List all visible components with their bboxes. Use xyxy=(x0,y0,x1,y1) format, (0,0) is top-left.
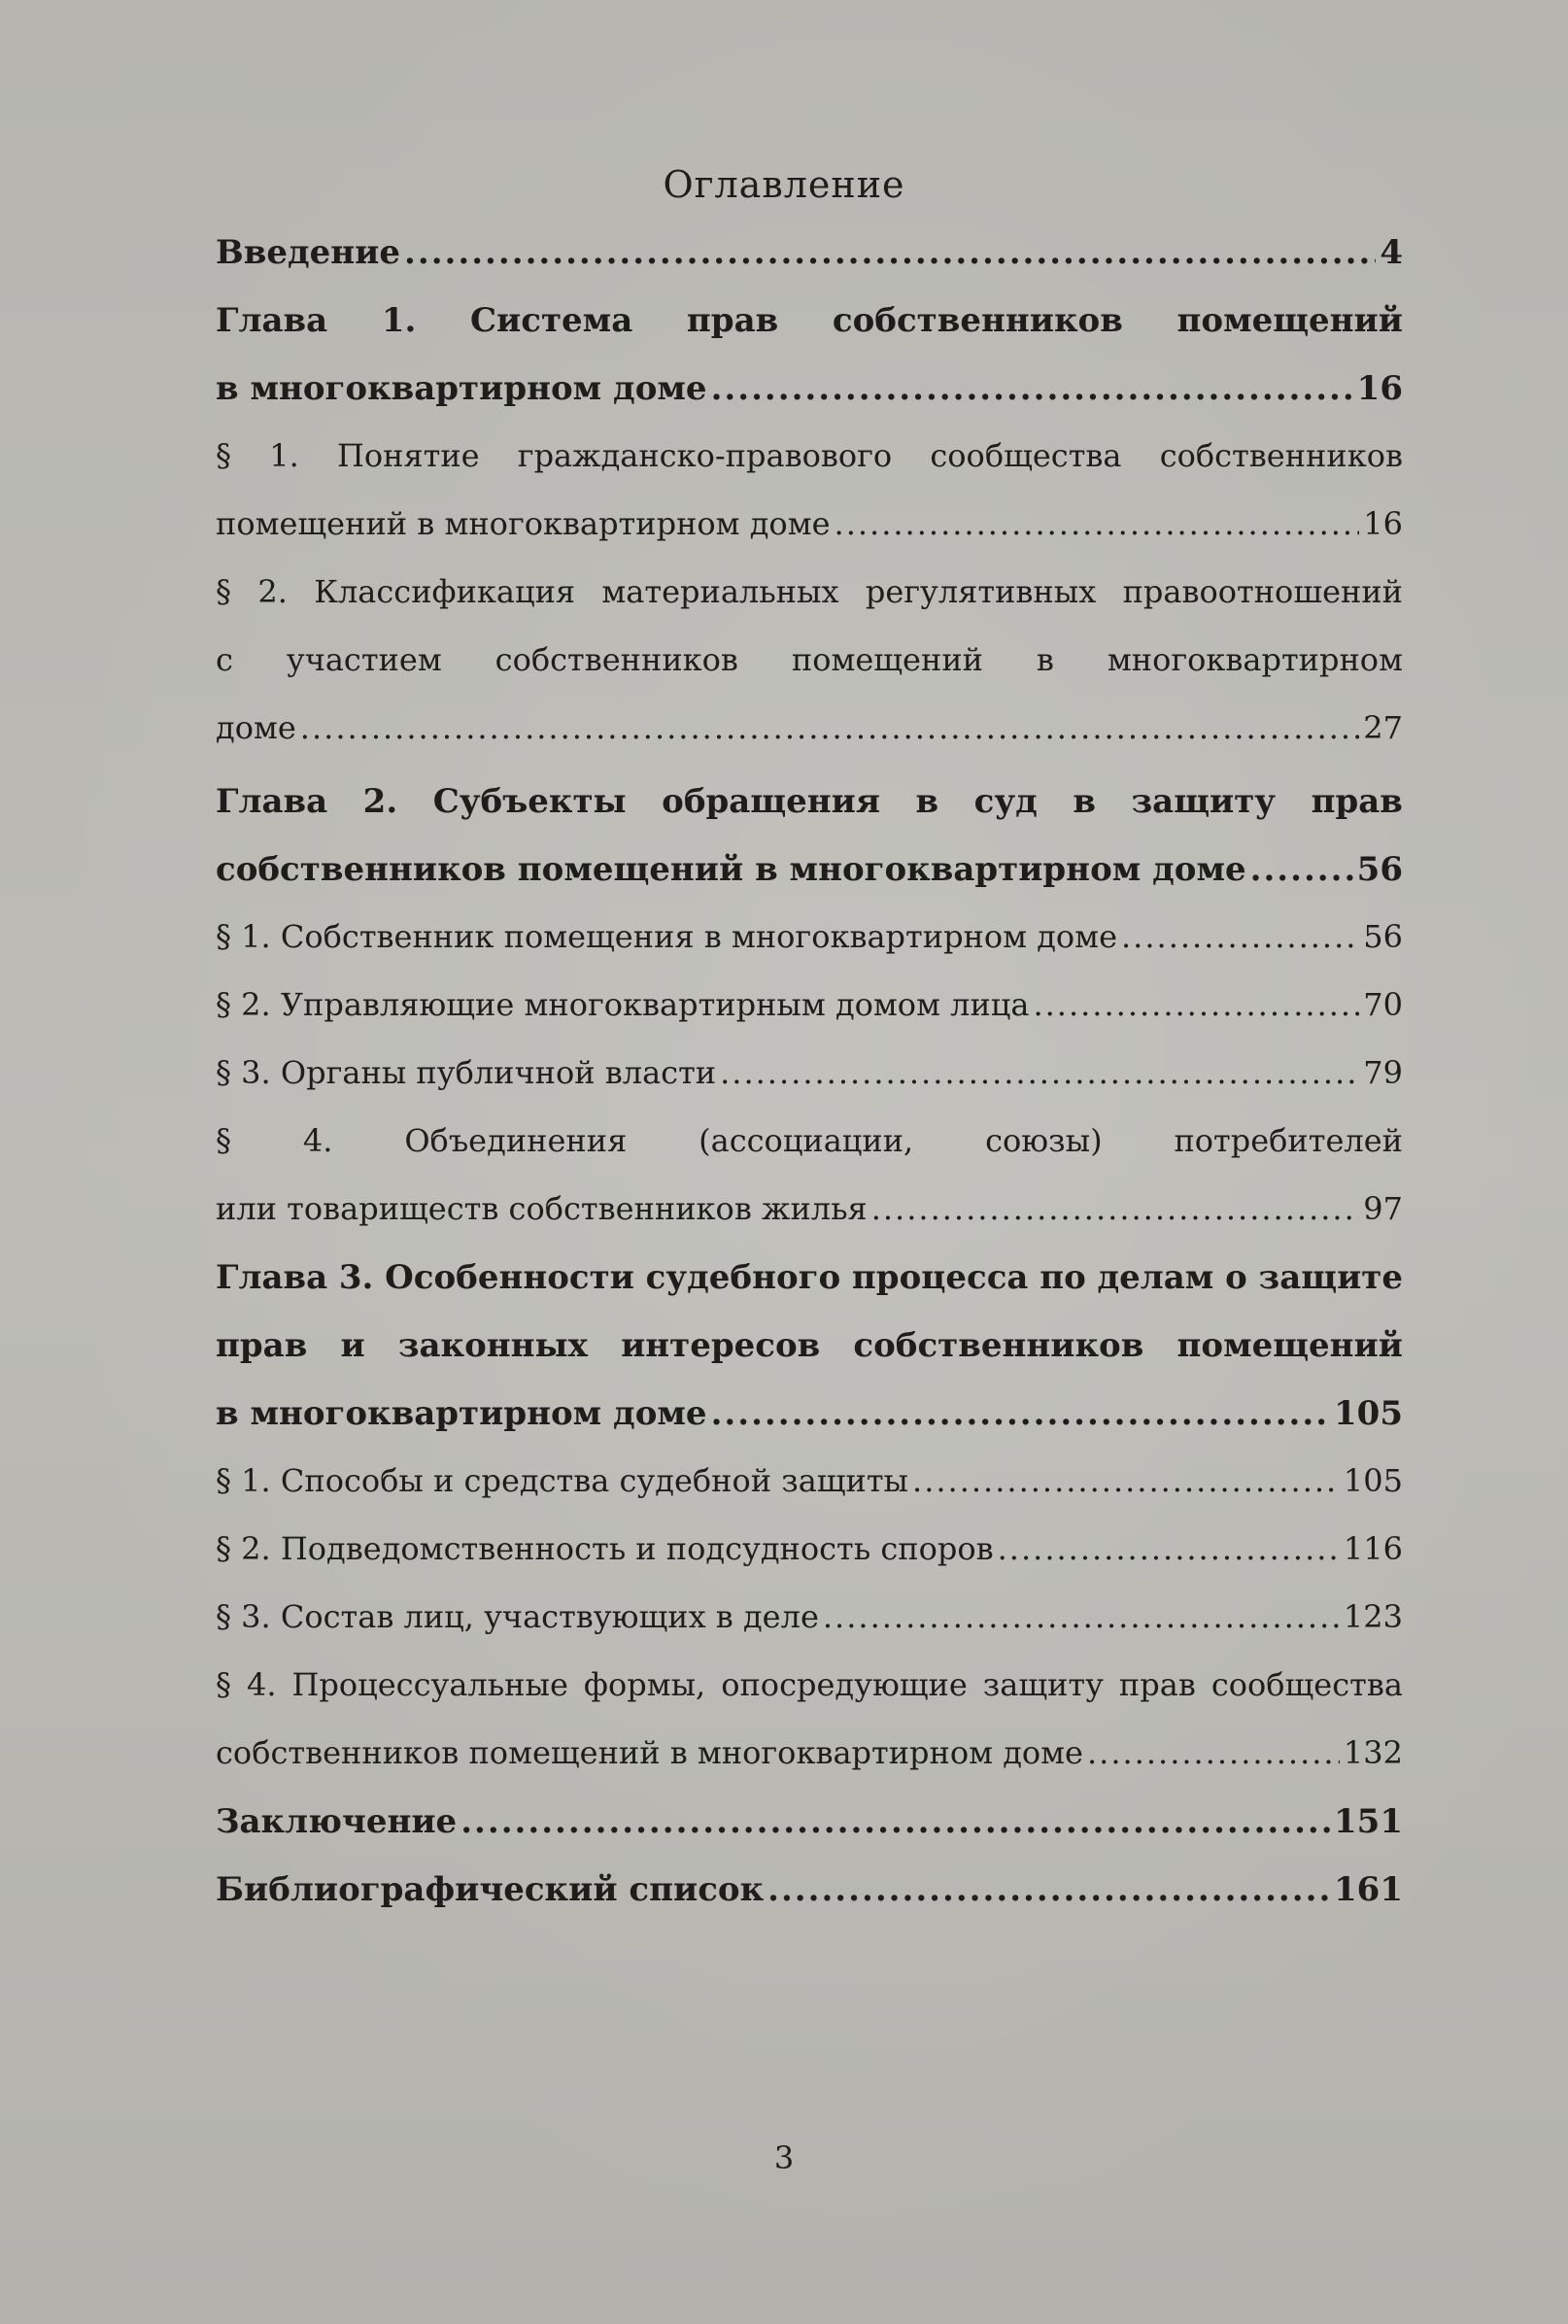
toc-entry-line xyxy=(216,1326,1403,1365)
page-number: 3 xyxy=(773,2139,795,2176)
toc-page-number: 56 xyxy=(1356,850,1403,889)
toc-entry-line xyxy=(216,1870,1403,1909)
toc-entry-text: помещений в многоквартирном доме xyxy=(216,505,831,542)
toc-word: в xyxy=(1036,641,1054,678)
toc-word: регулятивных xyxy=(865,573,1097,610)
toc-word: собственников xyxy=(832,301,1123,340)
toc-page-number: 27 xyxy=(1363,709,1403,746)
toc-entry-text: § 2. Подведомственность и подсудность споров xyxy=(216,1530,994,1567)
toc-entry-text: § 1. Способы и средства судебной защиты xyxy=(216,1462,909,1499)
toc-page-number: 105 xyxy=(1334,1394,1403,1433)
toc-title: Оглавление xyxy=(663,163,905,206)
toc-word: Понятие xyxy=(336,437,480,474)
toc-word: делам xyxy=(1097,1258,1214,1297)
toc-entry-line xyxy=(216,709,1403,746)
toc-word: Объединения xyxy=(404,1122,628,1159)
dot-leader xyxy=(835,505,1360,542)
toc-entry-text: § 1. Собственник помещения в многоквартирном доме xyxy=(216,918,1117,955)
toc-word: Особенности xyxy=(385,1258,634,1297)
toc-entry-line xyxy=(216,301,1403,340)
toc-entry-line xyxy=(216,1802,1403,1841)
toc-word: интересов xyxy=(621,1326,821,1365)
toc-page-number: 16 xyxy=(1356,369,1403,408)
toc-entry-line xyxy=(216,1258,1403,1297)
toc-entry-text: § 3. Органы публичной власти xyxy=(216,1054,717,1091)
toc-entry-line xyxy=(216,782,1403,821)
toc-entry-line xyxy=(216,437,1403,474)
toc-page-number: 132 xyxy=(1343,1734,1403,1771)
dot-leader xyxy=(460,1802,1330,1841)
toc-word: Процессуальные xyxy=(291,1666,568,1703)
toc-word: потребителей xyxy=(1174,1122,1403,1159)
dot-leader xyxy=(720,1054,1359,1091)
dot-leader xyxy=(912,1462,1340,1499)
toc-word: § xyxy=(216,437,231,474)
toc-word: собственников xyxy=(494,641,738,678)
toc-entry-text: собственников помещений в многоквартирном доме xyxy=(216,1734,1083,1771)
dot-leader xyxy=(1121,918,1359,955)
toc-word: 1. xyxy=(381,301,417,340)
toc-entry-line xyxy=(216,505,1403,542)
toc-entry-line xyxy=(216,1734,1403,1771)
toc-word: § xyxy=(216,1666,231,1703)
toc-word: Глава xyxy=(216,1258,328,1297)
toc-entry-line xyxy=(216,1122,1403,1159)
dot-leader xyxy=(823,1598,1340,1635)
toc-page-number: 161 xyxy=(1334,1870,1403,1909)
toc-entry-line xyxy=(216,1462,1403,1499)
toc-entry-text: доме xyxy=(216,709,296,746)
toc-entry-text: собственников помещений в многоквартирном доме xyxy=(216,850,1246,889)
toc-entry-line xyxy=(216,233,1403,272)
toc-word: прав xyxy=(1118,1666,1196,1703)
toc-word: защите xyxy=(1258,1258,1403,1297)
toc-word: с xyxy=(216,641,233,678)
toc-word: 1. xyxy=(269,437,299,474)
toc-word: сообщества xyxy=(1210,1666,1403,1703)
toc-word: формы, xyxy=(583,1666,706,1703)
toc-word: помещений xyxy=(1176,1326,1403,1365)
toc-word: защиту xyxy=(982,1666,1104,1703)
toc-entry-line xyxy=(216,641,1403,678)
toc-word: помещений xyxy=(791,641,983,678)
toc-entry-text: § 3. Состав лиц, участвующих в деле xyxy=(216,1598,819,1635)
toc-word: Глава xyxy=(216,301,328,340)
toc-word: Субъекты xyxy=(432,782,627,821)
dot-leader xyxy=(1250,850,1353,889)
toc-entry-line xyxy=(216,1666,1403,1703)
toc-page-number: 4 xyxy=(1380,233,1403,272)
toc-entry-line xyxy=(216,1190,1403,1227)
toc-word: Система xyxy=(469,301,633,340)
toc-word: Глава xyxy=(216,782,328,821)
toc-entry-text: Введение xyxy=(216,233,401,272)
toc-page-number: 151 xyxy=(1334,1802,1403,1841)
toc-page-number: 56 xyxy=(1363,918,1403,955)
toc-word: 4. xyxy=(246,1666,277,1703)
toc-page-number: 105 xyxy=(1343,1462,1403,1499)
toc-entry-line xyxy=(216,850,1403,889)
toc-word: прав xyxy=(686,301,779,340)
toc-word: прав xyxy=(216,1326,308,1365)
dot-leader xyxy=(871,1190,1360,1227)
toc-word: по xyxy=(1040,1258,1086,1297)
toc-word: гражданско-правового xyxy=(517,437,893,474)
toc-page-number: 123 xyxy=(1343,1598,1403,1635)
toc-word: законных xyxy=(397,1326,588,1365)
dot-leader xyxy=(998,1530,1340,1567)
toc-word: § xyxy=(216,573,231,610)
toc-entry-line xyxy=(216,369,1403,408)
toc-word: § xyxy=(216,1122,231,1159)
toc-word: правоотношений xyxy=(1122,573,1403,610)
toc-entry-text: Заключение xyxy=(216,1802,458,1841)
toc-word: в xyxy=(1073,782,1096,821)
toc-entry-line xyxy=(216,918,1403,955)
dot-leader xyxy=(1033,986,1359,1023)
toc-entry-text: или товариществ собственников жилья xyxy=(216,1190,868,1227)
toc-word: 3. xyxy=(338,1258,374,1297)
toc-word: 2. xyxy=(257,573,288,610)
toc-word: судебного xyxy=(645,1258,841,1297)
toc-word: обращения xyxy=(662,782,880,821)
toc-page-number: 97 xyxy=(1363,1190,1403,1227)
toc-word: (ассоциации, xyxy=(699,1122,914,1159)
toc-word: союзы) xyxy=(985,1122,1103,1159)
toc-word: материальных xyxy=(601,573,839,610)
toc-word: суд xyxy=(973,782,1038,821)
toc-word: прав xyxy=(1311,782,1403,821)
toc-entry-line xyxy=(216,1394,1403,1433)
toc-word: о xyxy=(1225,1258,1247,1297)
toc-entry-line xyxy=(216,1598,1403,1635)
dot-leader xyxy=(1087,1734,1340,1771)
toc-entry-line xyxy=(216,573,1403,610)
toc-entry-text: в многоквартирном доме xyxy=(216,369,707,408)
toc-word: собственников xyxy=(853,1326,1144,1365)
dot-leader xyxy=(711,369,1353,408)
toc-entry-text: в многоквартирном доме xyxy=(216,1394,707,1433)
toc-word: 2. xyxy=(362,782,398,821)
toc-word: помещений xyxy=(1176,301,1403,340)
dot-leader xyxy=(767,1870,1330,1909)
toc-word: собственников xyxy=(1159,437,1403,474)
toc-page-number: 116 xyxy=(1343,1530,1403,1567)
toc-entry-line xyxy=(216,1530,1403,1567)
toc-word: 4. xyxy=(302,1122,333,1159)
toc-page-number: 16 xyxy=(1363,505,1403,542)
toc-page-number: 70 xyxy=(1363,986,1403,1023)
toc-entry-text: Библиографический список xyxy=(216,1870,765,1909)
toc-word: сообщества xyxy=(930,437,1122,474)
toc-word: опосредующие xyxy=(721,1666,968,1703)
toc-entry-line xyxy=(216,986,1403,1023)
toc-word: защиту xyxy=(1131,782,1277,821)
toc-word: в xyxy=(915,782,939,821)
toc-word: участием xyxy=(286,641,442,678)
dot-leader xyxy=(300,709,1359,746)
toc-entry-line xyxy=(216,1054,1403,1091)
toc-word: процесса xyxy=(851,1258,1029,1297)
toc-word: многоквартирном xyxy=(1107,641,1403,678)
dot-leader xyxy=(404,233,1376,272)
toc-page-number: 79 xyxy=(1363,1054,1403,1091)
toc-word: Классификация xyxy=(314,573,576,610)
toc-entry-text: § 2. Управляющие многоквартирным домом лица xyxy=(216,986,1030,1023)
toc-word: и xyxy=(340,1326,365,1365)
dot-leader xyxy=(711,1394,1330,1433)
